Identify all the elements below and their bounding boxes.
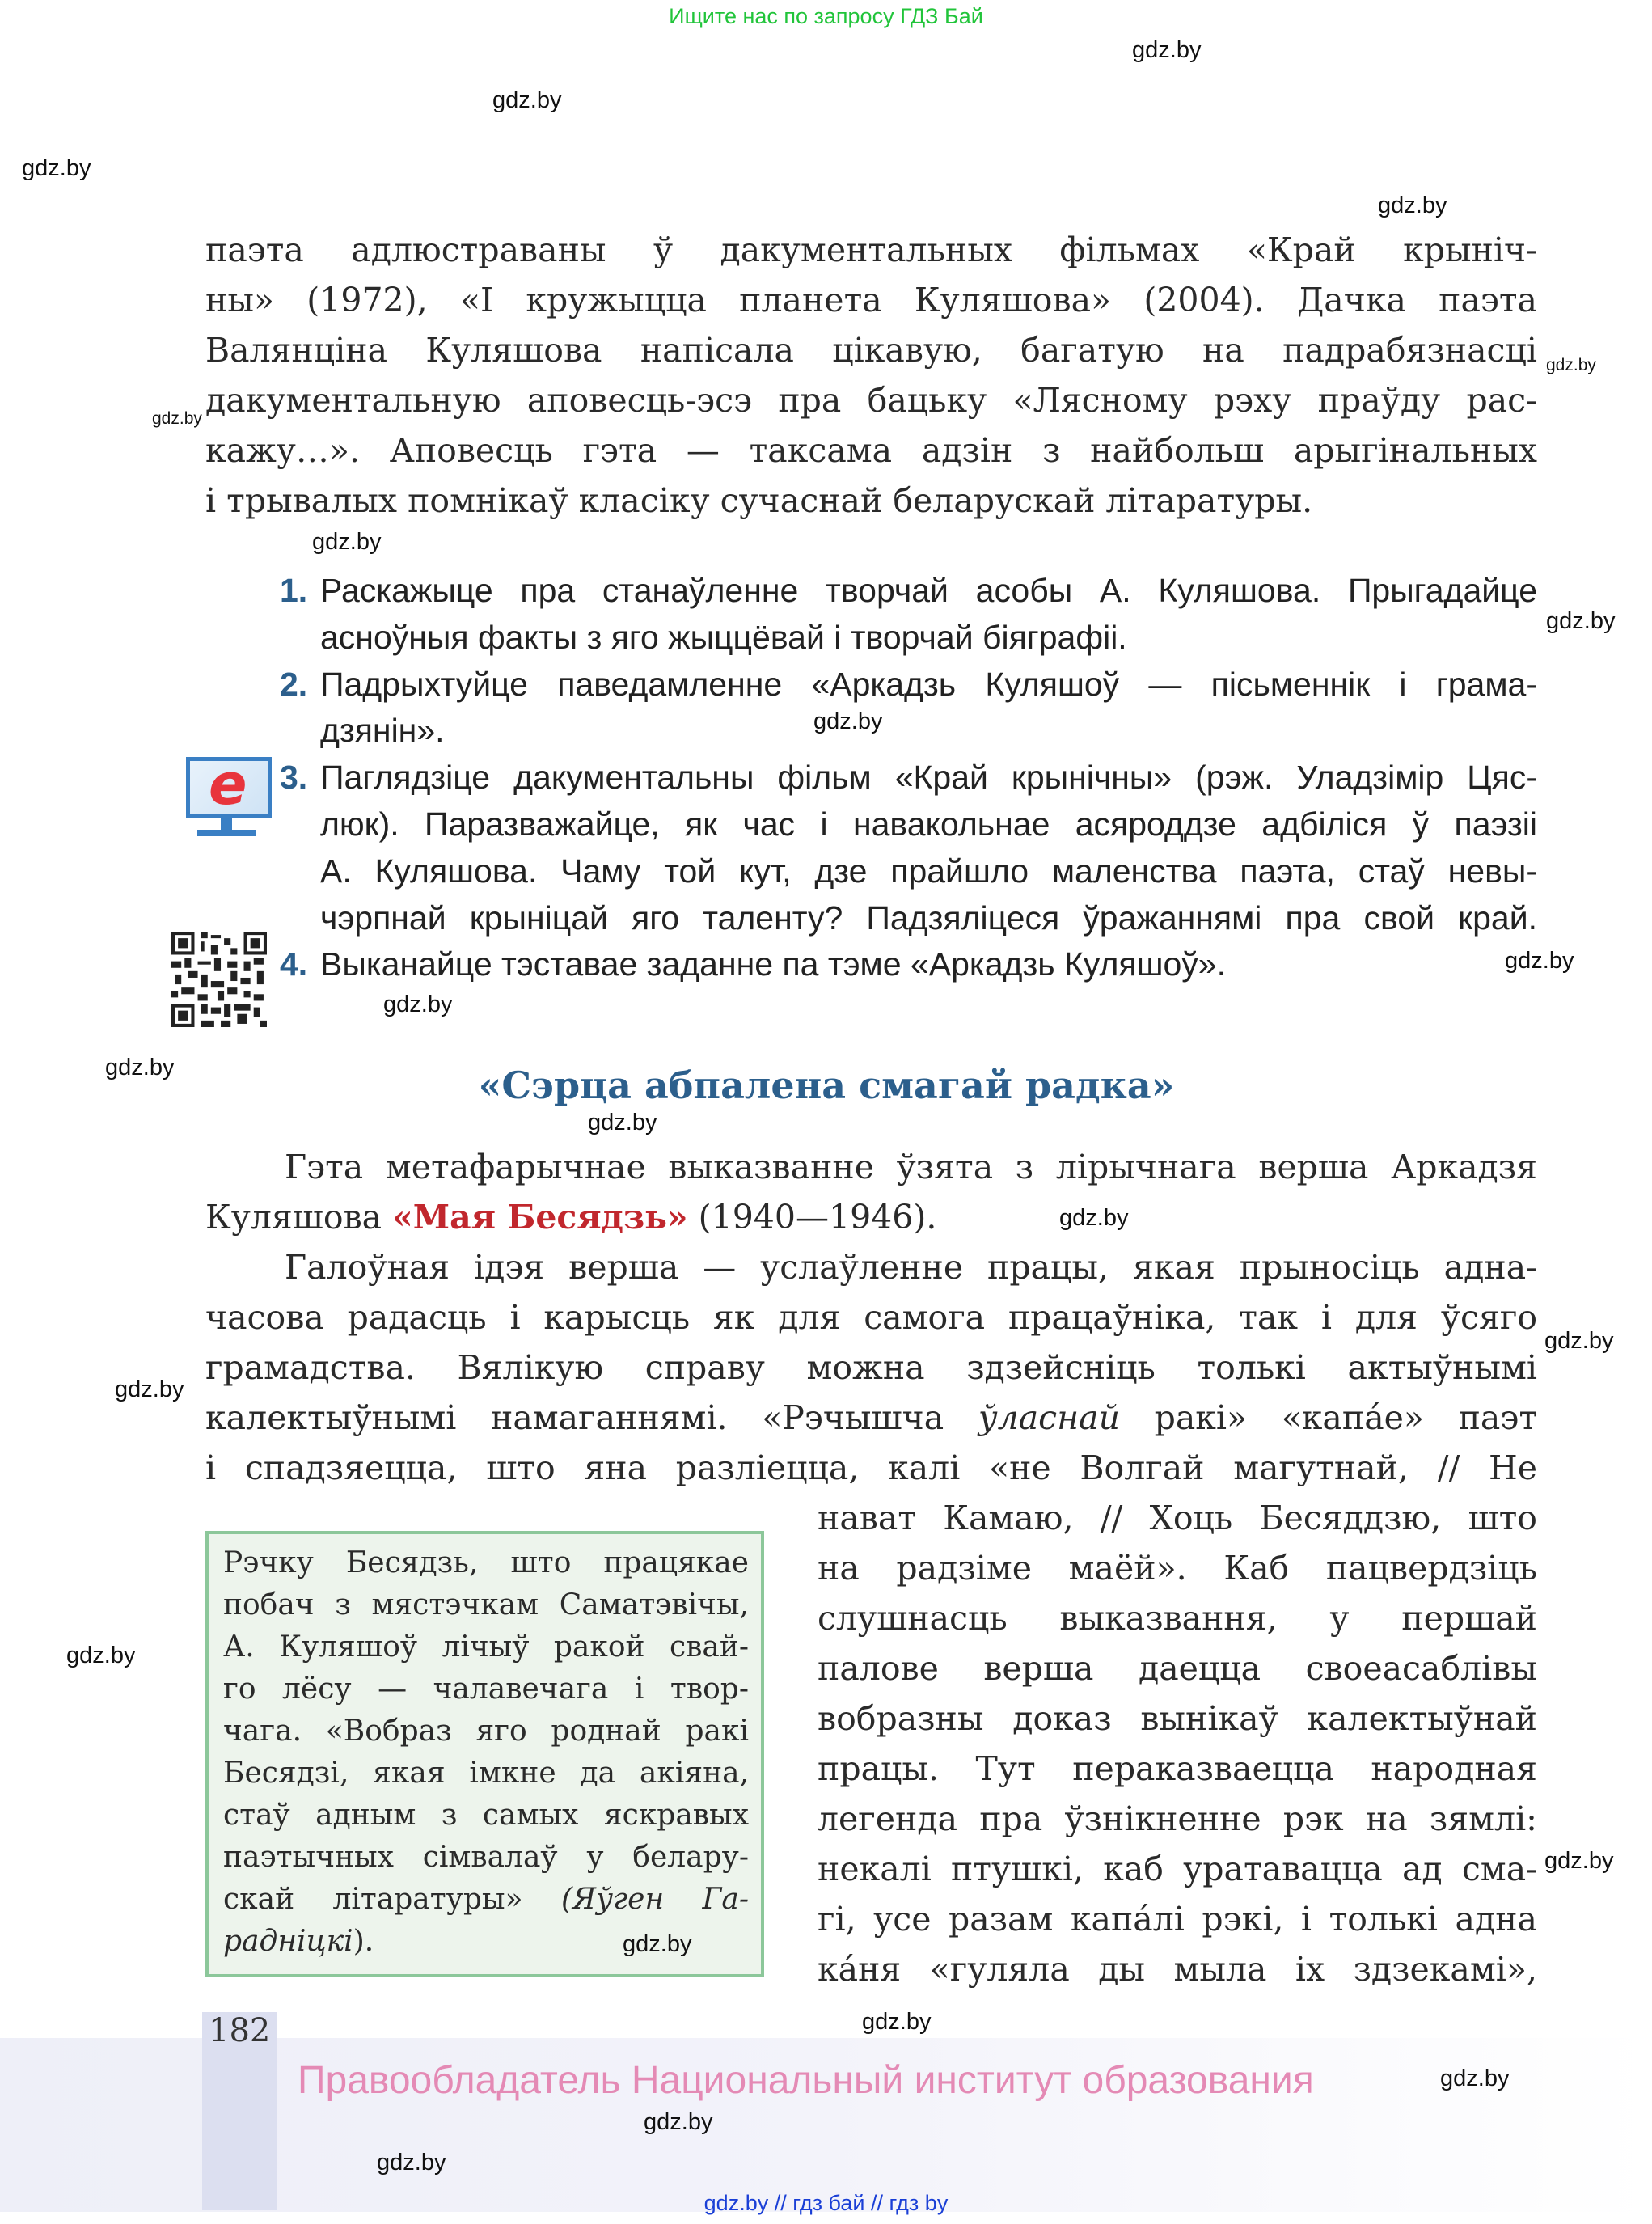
text-segment: (1940—1946). [687,1198,937,1237]
link-gdz-by-cyr[interactable]: гдз by [889,2191,949,2215]
watermark: gdz.by [623,1931,692,1957]
text-line [205,1342,1537,1393]
watermark: gdz.by [115,1376,184,1402]
watermark: gdz.by [383,991,453,1017]
text-line [205,275,1537,325]
task-text-line: Выканайце тэставае заданне па тэме «Аркадзь Куляшоў». [320,945,1226,983]
search-hint: Ищите нас по запросу ГДЗ Бай [669,4,983,28]
text-segment: ўласнай [978,1398,1120,1437]
text-line [205,1393,1537,1443]
watermark: gdz.by [1544,1328,1614,1354]
section-heading: «Сэрца абпалена смагай радка» [478,1063,1175,1107]
text-line [818,1894,1537,1944]
text-segment: легенда пра ўзнікненне рэк на зямлі: [818,1799,1537,1838]
watermark: gdz.by [22,155,91,181]
task-text-line: Раскажыце пра станаўленне творчай асобы А. Куляшова. Прыгадайце [320,572,1537,609]
text-segment: го лёсу — чалавечага і твор- [223,1672,749,1706]
box-text-line [223,1879,749,1921]
text-segment: працы. Тут пераказваецца народная [818,1749,1537,1788]
box-text-line [223,1710,749,1753]
link-gdz-by[interactable]: gdz.by [703,2191,769,2215]
info-box [205,1531,764,1977]
watermark: gdz.by [862,2009,932,2035]
text-segment: Валянціна Куляшова напісала цікавую, багатую на падрабязнасці [205,331,1537,370]
box-text-line [223,1542,749,1584]
text-line [205,1192,936,1242]
text-segment: гі, усе разам капáлі рэкі, і толькі адна [818,1900,1537,1939]
bottom-links [0,2190,1652,2216]
text-segment: на радзіме маёй». Каб пацвердзіць [818,1549,1537,1588]
task-text-line: Паглядзіце дакументальны фільм «Край крынічны» (рэж. Уладзімір Цяс- [320,759,1537,797]
text-segment: Куляшова [205,1198,393,1237]
rights-holder-notice: Правообладатель Национальный институт образования [298,2059,1314,2102]
watermark: gdz.by [588,1110,657,1135]
page-number: 182 [209,2012,271,2049]
text-segment: вобразны доказ вынікаў калектыўнай [818,1699,1537,1738]
watermark: gdz.by [1378,192,1447,218]
task-text-line: дзянін». [320,712,445,750]
watermark: gdz.by [1544,1848,1614,1874]
text-line [205,1443,1537,1493]
watermark: gdz.by [66,1643,136,1668]
text-line [818,1744,1537,1794]
e-letter: e [209,751,247,818]
text-segment: ны» (1972), «І кружыцца планета Куляшова» (2004). Дачка паэта [205,281,1537,319]
task-text-line: чэрпнай крыніцай яго таленту? Падзяліцеся ўражаннямі пра свой край. [320,898,1537,937]
text-segment: калектыўнымі намаганнямі. «Рэчышча [205,1398,978,1437]
text-segment: часова радасць і карысць як для самога працаўніка, так і для ўсяго [205,1298,1537,1337]
box-text-line [223,1626,749,1668]
text-segment: А. Куляшоў лічыў ракой свай- [223,1630,749,1664]
text-segment: і спадзяецца, што яна разліецца, калі «не Волгай магутнай, // Не [205,1448,1537,1487]
watermark: gdz.by [377,2150,446,2175]
text-line [205,325,1537,375]
text-segment: паэта адлюстраваны ў дакументальных фільмах «Край крыніч- [205,230,1537,269]
task-number: 2. [280,665,308,703]
watermark: gdz.by [492,87,562,113]
text-segment: скай літаратуры» [223,1883,561,1916]
task-number: 1. [280,572,308,609]
watermark: gdz.by [813,708,883,734]
separator: // [774,2191,787,2215]
text-line [818,1593,1537,1643]
box-text-line [223,1795,749,1837]
task-text-line: А. Куляшова. Чаму той кут, дзе прайшло маленства паэта, стаў невы- [320,852,1537,890]
task-number: 3. [280,759,308,797]
text-segment: Галоўная ідэя верша — услаўленне працы, якая прыносіць адна- [285,1248,1537,1287]
task-text-line: люк). Паразважайце, як час і навакольнае асяроддзе адбіліся ў паэзіі [320,805,1537,843]
text-line [818,1794,1537,1844]
watermark: gdz.by [1440,2065,1510,2091]
text-line [285,1242,1537,1292]
separator: // [871,2191,884,2215]
text-segment: слушнасць выказвання, у першай [818,1599,1537,1638]
text-segment: (Яўген Га- [560,1883,749,1916]
text-segment: і трывалых помнікаў класіку сучаснай беларускай літаратуры. [205,481,1313,520]
poem-title: «Мая Бесядзь» [392,1198,688,1237]
watermark: gdz.by [1059,1205,1129,1231]
watermark: gdz.by [312,529,382,555]
text-segment: палове верша даецца своеасаблівы [818,1649,1537,1688]
text-segment: кажу…». Аповесць гэта — таксама адзін з найбольш арыгінальных [205,431,1537,470]
text-segment: Гэта метафарычнае выказванне ўзята з лірычнага верша Аркадзя [285,1148,1537,1186]
watermark: gdz.by [1505,948,1574,974]
link-gdz-bai[interactable]: гдз бай [792,2191,865,2215]
text-segment: Бесядзі, якая імкне да акіяна, [223,1757,749,1790]
text-segment: ). [353,1925,374,1958]
text-line [818,1844,1537,1894]
watermark: gdz.by [1546,608,1616,634]
e-resource-monitor-icon[interactable] [184,752,268,839]
text-segment: нават Камаю, // Хоць Бесяддзю, што [818,1499,1537,1537]
watermark: gdz.by [105,1055,175,1080]
box-text-line [223,1921,374,1963]
text-line [818,1693,1537,1744]
qr-code-icon[interactable] [171,932,267,1027]
task-number: 4. [280,945,308,983]
text-line [205,225,1537,275]
watermark: gdz.by [152,409,202,428]
text-segment: грамадства. Вялікую справу можна здзейсніць толькі актыўнымі [205,1348,1537,1387]
text-segment: паэтычных сімвалаў у белару- [223,1841,749,1874]
text-line [205,375,1537,425]
text-line [818,1944,1537,1994]
box-text-line [223,1837,749,1879]
task-text-line: Падрыхтуйце паведамленне «Аркадзь Куляшоў — пісьменнік і грама- [320,665,1537,703]
watermark: gdz.by [644,2109,713,2135]
watermark: gdz.by [1546,356,1596,374]
text-line [205,1292,1537,1342]
text-line [818,1493,1537,1543]
text-segment: дакументальную аповесць-эсэ пра бацьку «Лясному рэху праўду рас- [205,381,1537,420]
text-segment: радніцкі [223,1925,353,1958]
text-segment: некалі птушкі, каб уратавацца ад сма- [818,1850,1537,1888]
text-segment: кáня «гуляла ды мыла іх здзекамі», [818,1950,1537,1989]
text-line [205,476,1312,526]
box-text-line [223,1668,749,1710]
text-segment: ракі» «капáе» паэт [1120,1398,1537,1437]
text-segment: чага. «Вобраз яго роднай ракі [223,1715,749,1748]
text-segment: побач з мястэчкам Саматэвічы, [223,1588,749,1621]
watermark: gdz.by [1132,37,1202,63]
text-segment: Рэчку Бесядзь, што працякае [223,1546,749,1579]
box-text-line [223,1753,749,1795]
text-line [818,1543,1537,1593]
text-line [285,1142,1537,1192]
text-line [205,425,1537,476]
text-segment: стаў адным з самых яскравых [223,1799,749,1832]
task-text-line: асноўныя факты з яго жыццёвай і творчай біяграфіі. [320,618,1127,656]
box-text-line [223,1584,749,1626]
text-line [818,1643,1537,1693]
